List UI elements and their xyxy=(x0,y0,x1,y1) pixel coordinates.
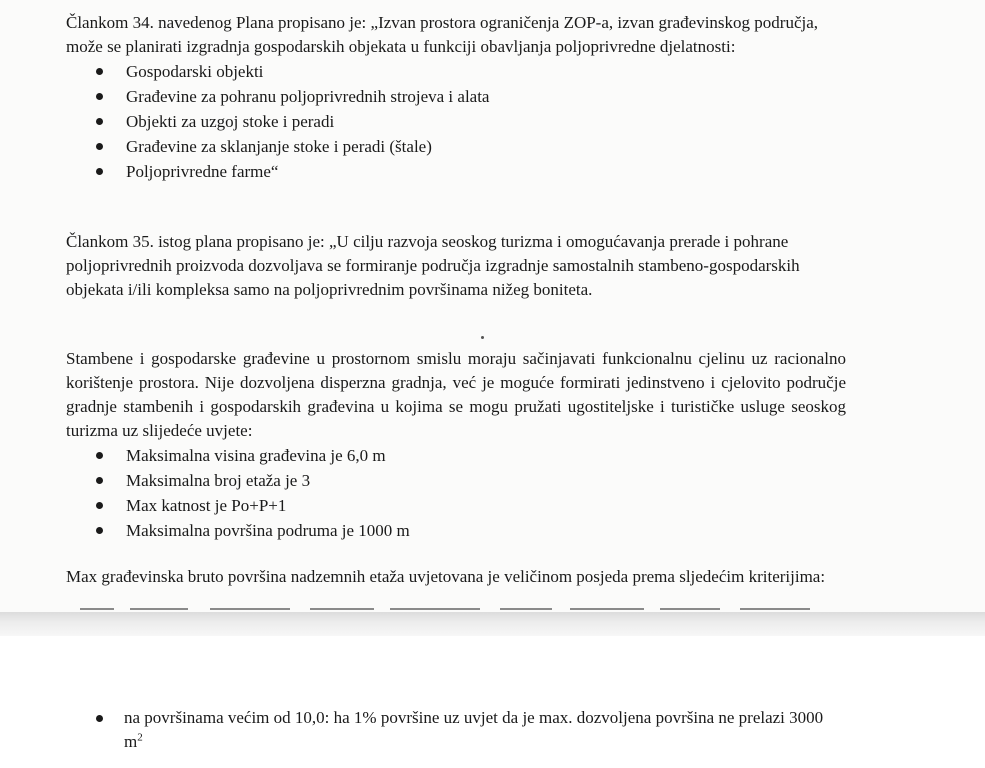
bullet-icon xyxy=(96,93,103,100)
bullet-icon xyxy=(96,68,103,75)
list-item xyxy=(66,59,846,84)
conditions-list xyxy=(66,443,846,543)
bullet-icon xyxy=(96,527,103,534)
list-item xyxy=(66,134,846,159)
bullet-icon xyxy=(96,502,103,509)
article-35-text: Člankom 35. istog plana propisano je: „U cilju razvoja seoskog turizma i omogućavanja prerade i pohrane poljoprivrednih proizvoda dozvoljava se formiranje područja izgradnje samostalnih stambeno-gospodarskih objekata i/ili kompleksa samo na poljoprivrednim površinama nižeg boniteta. xyxy=(66,232,800,299)
list-item-text: Poljoprivredne farme“ xyxy=(126,162,279,181)
bottom-item-body: na površinama većim od 10,0: ha 1% površine uz uvjet da je max. dozvoljena površina ne prelazi 3000 m xyxy=(124,708,824,751)
list-item xyxy=(66,109,846,134)
list-item xyxy=(66,468,846,493)
conditions-text: Stambene i gospodarske građevine u prostornom smislu moraju sačinjavati funkcionalnu cjelinu uz racionalno korištenje prostora. Nije dozvoljena disperzna gradnja, već je moguće formirati jedinstveno i cjelovito područje gradnje stambenih i gospodarskih građevina u kojima se mogu pružati ugostiteljske i turističke usluge seoskog turizma uz slijedeće uvjete: xyxy=(66,349,846,440)
page-break-shadow xyxy=(0,612,985,636)
bullet-icon xyxy=(96,452,103,459)
list-item xyxy=(66,159,846,184)
bullet-icon xyxy=(96,118,103,125)
list-item-text: Maksimalna broj etaža je 3 xyxy=(126,471,311,490)
cut-off-text-line xyxy=(60,604,830,614)
bottom-item-text xyxy=(66,706,846,754)
list-item xyxy=(66,84,846,109)
list-item xyxy=(66,443,846,468)
article-34-list xyxy=(66,59,846,184)
scan-speck xyxy=(481,336,484,339)
list-item-text: Objekti za uzgoj stoke i peradi xyxy=(126,112,335,131)
bottom-list-item xyxy=(66,706,846,754)
list-item-text: Maksimalna visina građevina je 6,0 m xyxy=(126,446,386,465)
list-item xyxy=(66,518,846,543)
bullet-icon xyxy=(96,477,103,484)
list-item xyxy=(66,493,846,518)
list-item-text: Gospodarski objekti xyxy=(126,62,264,81)
bullet-icon xyxy=(96,715,103,722)
list-item-text: Građevine za sklanjanje stoke i peradi (štale) xyxy=(126,137,432,156)
article-35-block xyxy=(66,230,826,302)
article-34-intro: Člankom 34. navedenog Plana propisano je: „Izvan prostora ograničenja ZOP-a, izvan građevinskog područja, može se planirati izgradnja gospodarskih objekata u funkciji obavljanja poljoprivredne djelatnosti: xyxy=(66,13,819,56)
superscript-unit: 2 xyxy=(137,731,143,744)
list-item-text: Max katnost je Po+P+1 xyxy=(126,496,287,515)
bullet-icon xyxy=(96,143,103,150)
list-item-text: Građevine za pohranu poljoprivrednih strojeva i alata xyxy=(126,87,490,106)
bullet-icon xyxy=(96,168,103,175)
gross-area-text: Max građevinska bruto površina nadzemnih etaža uvjetovana je veličinom posjeda prema sljedećim kriterijima: xyxy=(66,567,826,586)
gross-area-block xyxy=(66,565,846,589)
conditions-block xyxy=(66,347,846,543)
list-item-text: Maksimalna površina podruma je 1000 m xyxy=(126,521,410,540)
article-34-block xyxy=(66,11,846,184)
